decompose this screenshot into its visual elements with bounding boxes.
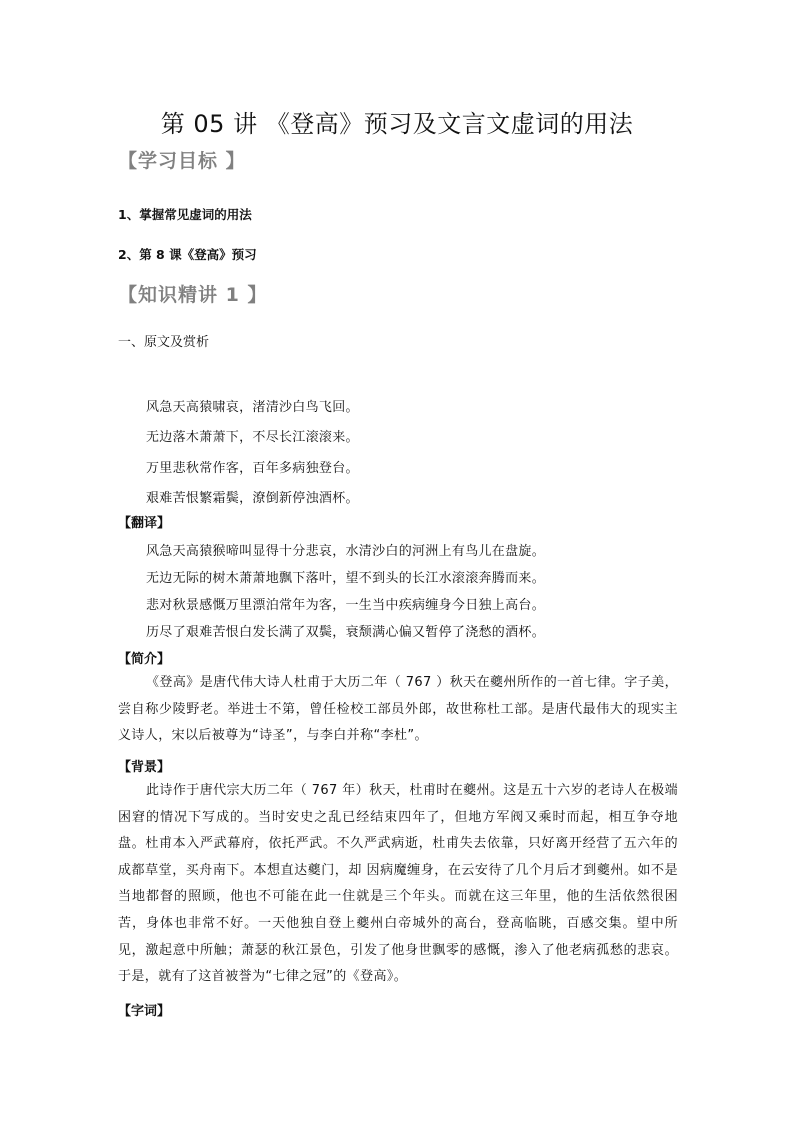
translation-line: 悲对秋景感慨万里漂泊常年为客，一生当中疾病缠身今日独上高台。 (146, 598, 546, 613)
section-heading-knowledge: 【知识精讲 1 】 (118, 284, 268, 306)
poem-line: 万里悲秋常作客，百年多病独登台。 (146, 461, 359, 476)
translation-line: 风急天高猿猴啼叫显得十分悲哀，水清沙白的河洲上有鸟儿在盘旋。 (146, 544, 546, 559)
intro-paragraph: 《登高》是唐代伟大诗人杜甫于大历二年（ 767 ）秋天在夔州所作的一首七律。字子美，尝自称少陵野老。举进士不第，曾任检校工部员外郎，故世称杜工部。是唐代最伟大的现实主义诗人，宋以后被尊为“诗圣”，与李白并称“李杜”。 (118, 675, 678, 744)
poem-line: 风急天高猿啸哀，渚清沙白鸟飞回。 (146, 400, 359, 415)
poem-line: 艰难苦恨繁霜鬓，潦倒新停浊酒杯。 (146, 491, 359, 506)
background-paragraph: 此诗作于唐代宗大历二年（ 767 年）秋天，杜甫时在夔州。这是五十六岁的老诗人在极端困窘的情况下写成的。当时安史之乱已经结束四年了，但地方军阀又乘时而起，相互争夺地盘。杜甫本入严武幕府，依托严武。不久严武病逝，杜甫失去依靠，只好离开经营了五六年的成都草堂，买舟南下。本想直达夔门，却 因病魔缠身，在云安待了几个月后才到夔州。如不是当地都督的照顾，他也不可能在此一住就是三个年头。而就在这三年里，他的生活依然很困苦，身体也非常不好。一天他独自登上夔州白帝城外的高台，登高临眺，百感交集。望中所见，激起意中所触；萧瑟的秋江景色，引发了他身世飘零的感慨，渗入了他老病孤愁的悲哀。于是，就有了这首被誉为“七律之冠”的《登高》。 (118, 783, 678, 985)
translation-line: 无边无际的树木萧萧地飘下落叶，望不到头的长江水滚滚奔腾而来。 (146, 571, 546, 586)
words-label: 【字词】 (118, 1004, 171, 1019)
poem-line: 无边落木萧萧下，不尽长江滚滚来。 (146, 430, 359, 445)
translation-line: 历尽了艰难苦恨白发长满了双鬓，衰颓满心偏又暂停了浇愁的酒杯。 (146, 625, 546, 640)
intro-label: 【简介】 (118, 652, 171, 667)
section-heading-goals: 【学习目标 】 (118, 150, 246, 172)
translation-label: 【翻译】 (118, 516, 171, 531)
goal-item: 1、掌握常见虚词的用法 (118, 207, 252, 222)
background-label: 【背景】 (118, 760, 171, 775)
goal-item: 2、第 8 课《登高》预习 (118, 247, 257, 262)
part-heading: 一、原文及赏析 (118, 335, 210, 350)
page-title: 第 05 讲 《登高》预习及文言文虚词的用法 (160, 110, 634, 138)
